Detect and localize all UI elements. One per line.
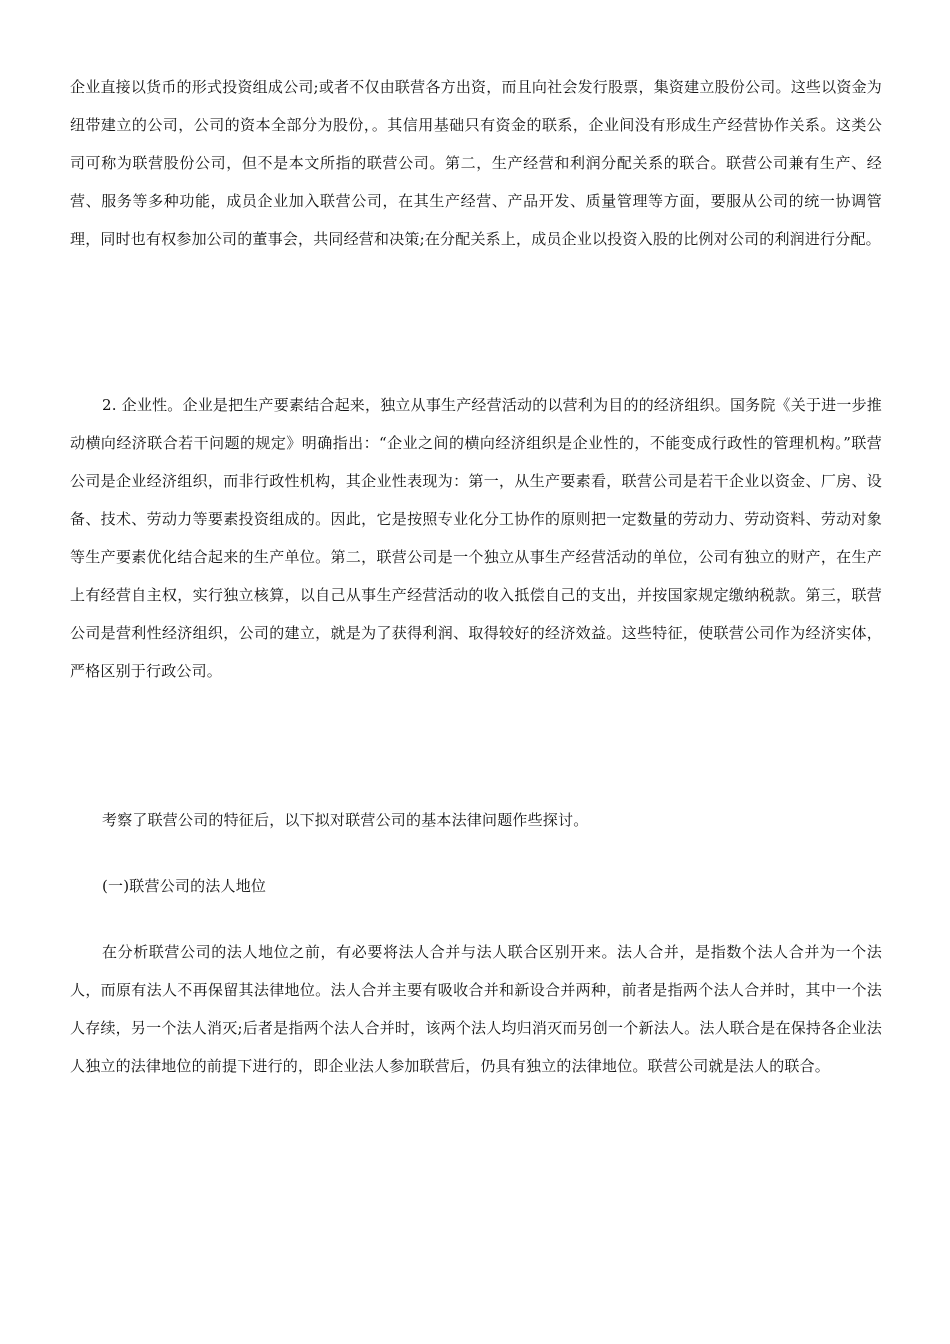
paragraph-joint-stock-distinction: 企业直接以货币的形式投资组成公司;或者不仅由联营各方出资，而且向社会发行股票，集资建立股份公司。这些以资金为纽带建立的公司，公司的资本全部分为股份，。其信用基础只有资金的联系，企业间没有形成生产经营协作关系。这类公司可称为联营股份公司，但不是本文所指的联营公司。第二，生产经营和利润分配关系的联合。联营公司兼有生产、经营、服务等多种功能，成员企业加入联营公司，在其生产经营、产品开发、质量管理等方面，要服从公司的统一协调管理，同时也有权参加公司的董事会，共同经营和决策;在分配关系上，成员企业以投资入股的比例对公司的利润进行分配。 [70, 78, 882, 248]
paragraph-transition: 考察了联营公司的特征后，以下拟对联营公司的基本法律问题作些探讨。 [102, 811, 589, 829]
section-heading-legal-person-status: (一)联营公司的法人地位 [102, 877, 267, 895]
paragraph-merger-vs-union: 在分析联营公司的法人地位之前，有必要将法人合并与法人联合区别开来。法人合并，是指数个法人合并为一个法人，而原有法人不再保留其法律地位。法人合并主要有吸收合并和新设合并两种，前者是指两个法人合并时，其中一个法人存续，另一个法人消灭;后者是指两个法人合并时，该两个法人均归消灭而另创一个新法人。法人联合是在保持各企业法人独立的法律地位的前提下进行的，即企业法人参加联营后，仍具有独立的法律地位。联营公司就是法人的联合。 [70, 943, 882, 1075]
paragraph-enterprise-nature: 2. 企业性。企业是把生产要素结合起来，独立从事生产经营活动的以营利为目的的经济组织。国务院《关于进一步推动横向经济联合若干问题的规定》明确指出：“企业之间的横向经济组织是企业性的，不能变成行政性的管理机构。”联营公司是企业经济组织，而非行政性机构，其企业性表现为：第一，从生产要素看，联营公司是若干企业以资金、厂房、设备、技术、劳动力等要素投资组成的。因此，它是按照专业化分工协作的原则把一定数量的劳动力、劳动资料、劳动对象等生产要素优化结合起来的生产单位。第二，联营公司是一个独立从事生产经营活动的单位，公司有独立的财产，在生产上有经营自主权，实行独立核算，以自己从事生产经营活动的收入抵偿自己的支出，并按国家规定缴纳税款。第三，联营公司是营利性经济组织，公司的建立，就是为了获得利润、取得较好的经济效益。这些特征，使联营公司作为经济实体，严格区别于行政公司。 [70, 396, 882, 680]
